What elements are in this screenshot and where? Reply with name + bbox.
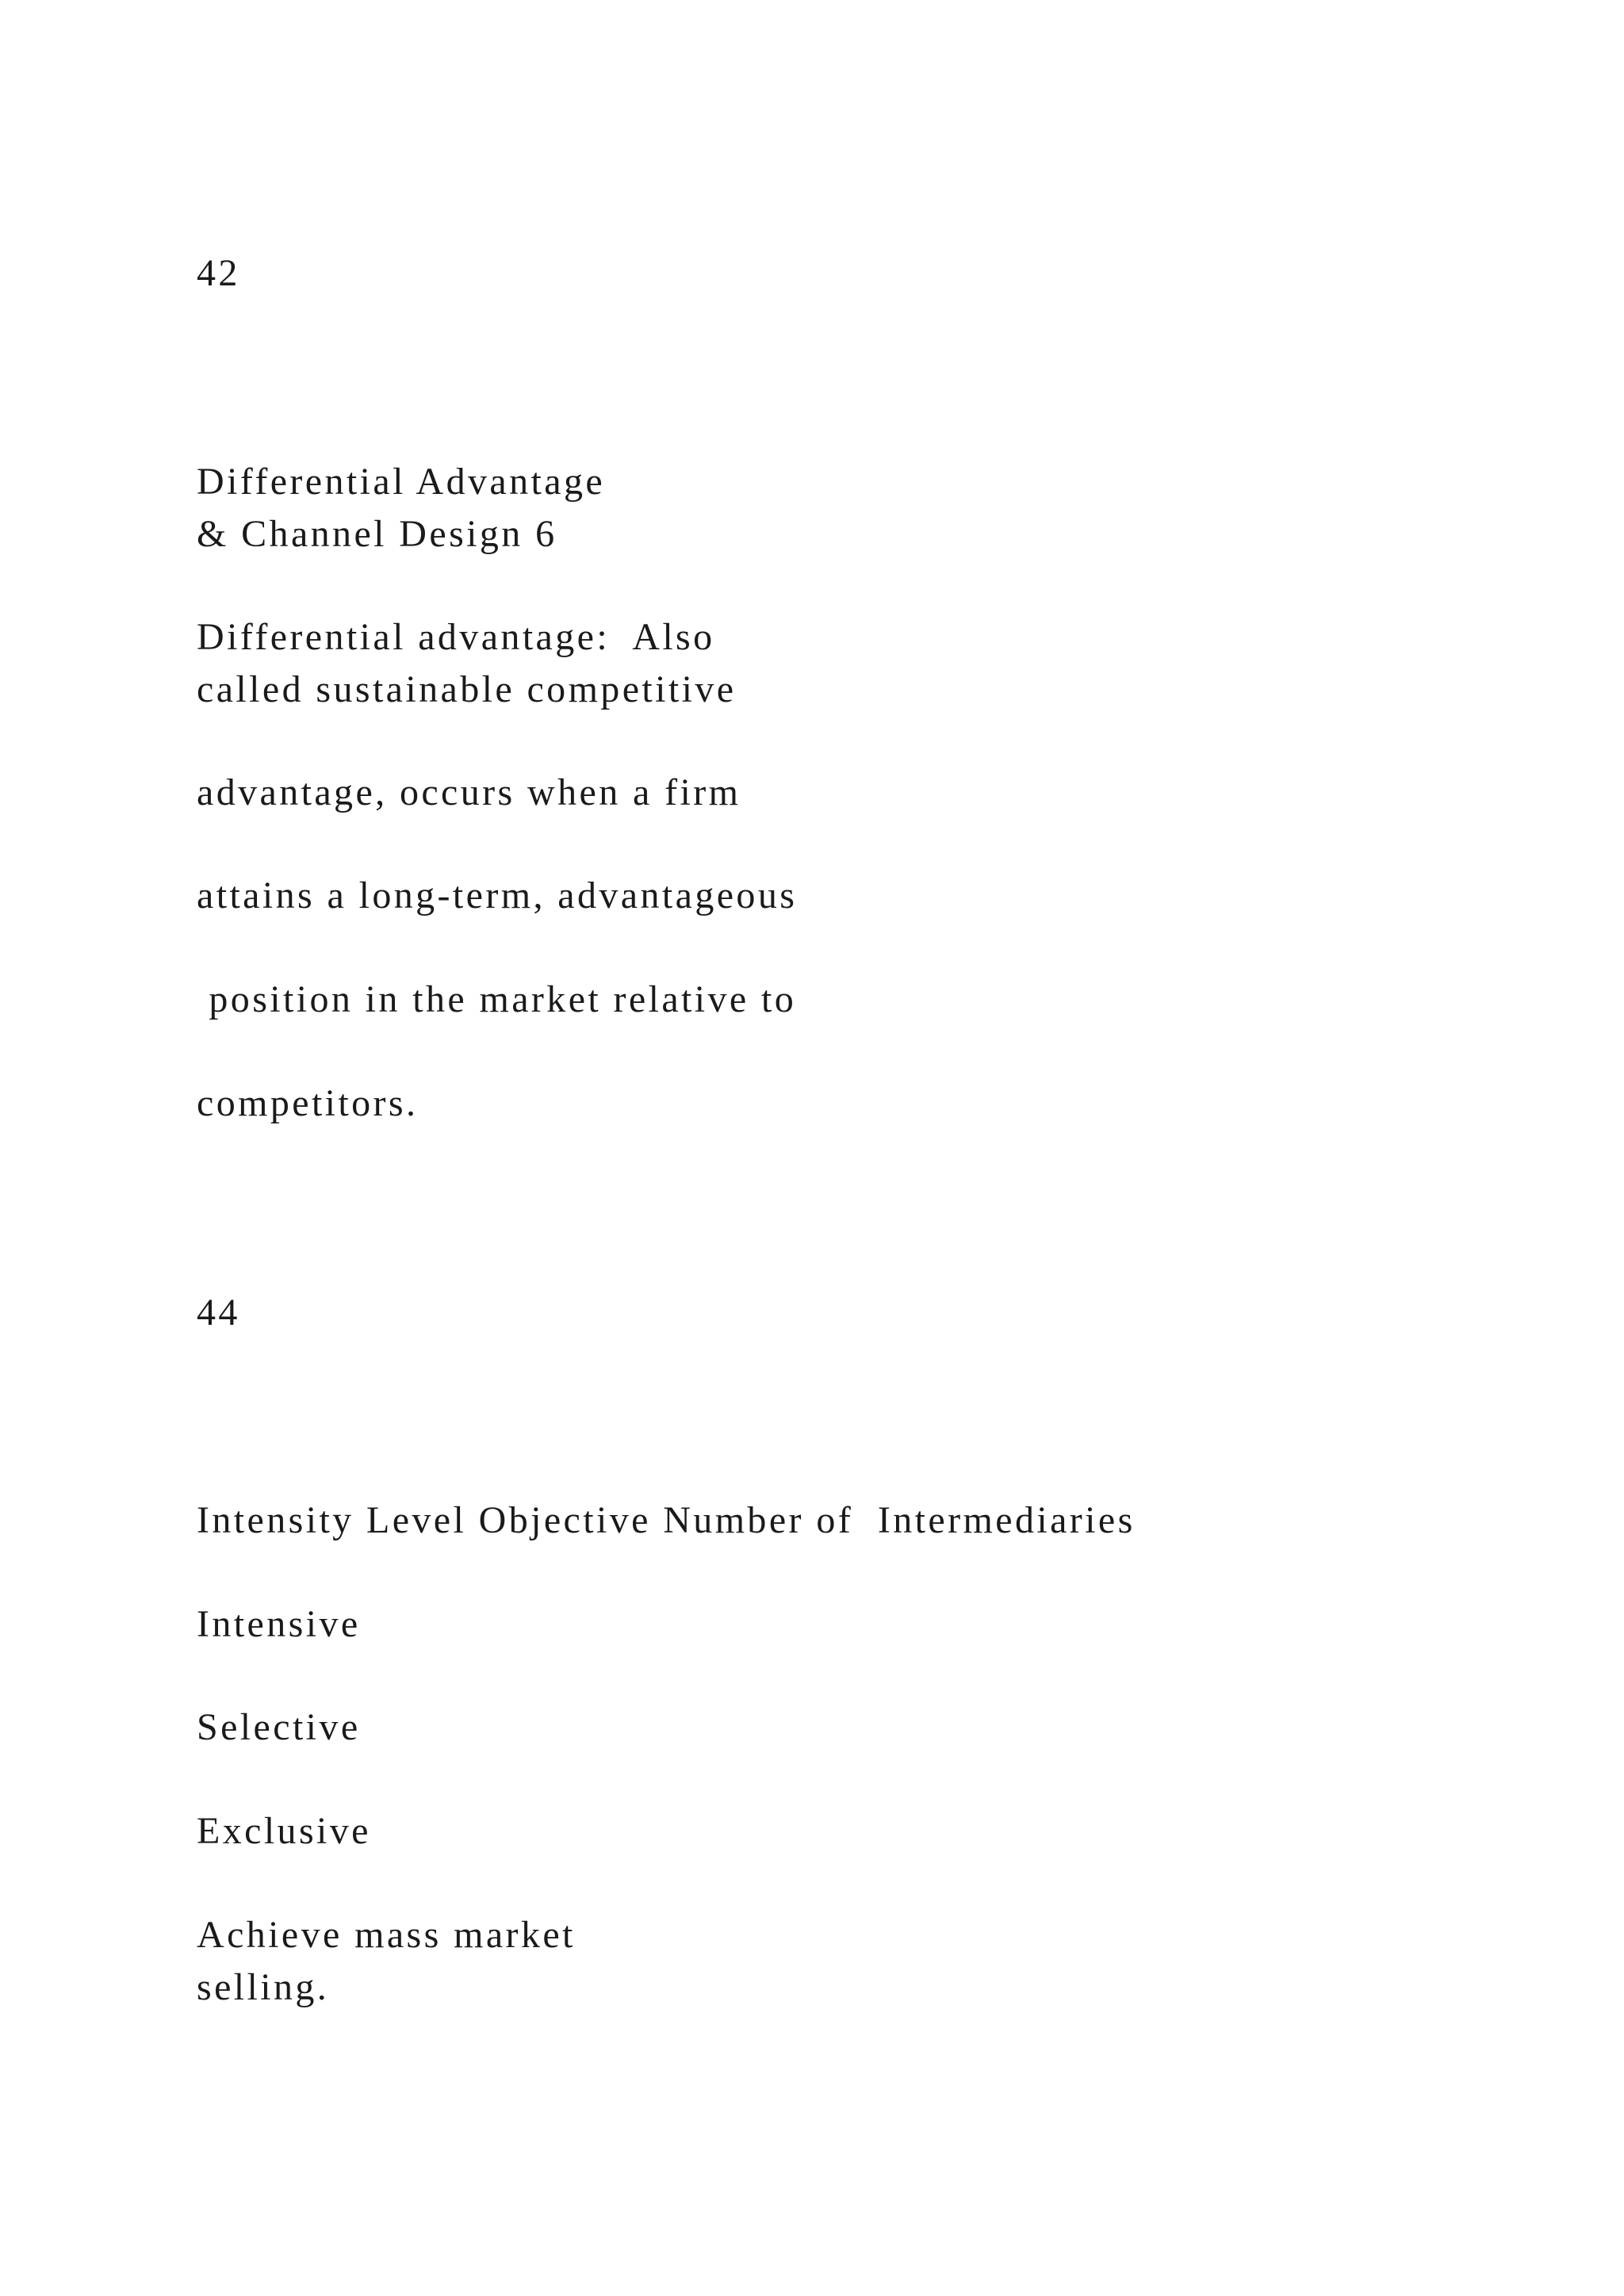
body-line: called sustainable competitive [197, 668, 737, 710]
body-line: attains a long-term, advantageous [197, 874, 798, 916]
objective-line: Achieve mass market [197, 1914, 576, 1956]
slide-number: 42 [197, 252, 240, 294]
intensity-level-item: Selective [197, 1706, 361, 1748]
intensity-level-item: Exclusive [197, 1810, 371, 1852]
heading-line: Differential Advantage [197, 461, 606, 503]
intensity-level-item: Intensive [197, 1603, 361, 1645]
body-line: Differential advantage: Also [197, 616, 715, 658]
body-line: competitors. [197, 1082, 419, 1124]
objective-line: selling. [197, 1966, 330, 2008]
slide-number: 44 [197, 1292, 240, 1334]
table-header: Intensity Level Objective Number of Intermediaries [197, 1499, 1136, 1541]
heading-line: & Channel Design 6 [197, 513, 557, 555]
body-line: position in the market relative to [197, 978, 797, 1020]
body-line: advantage, occurs when a firm [197, 771, 741, 813]
